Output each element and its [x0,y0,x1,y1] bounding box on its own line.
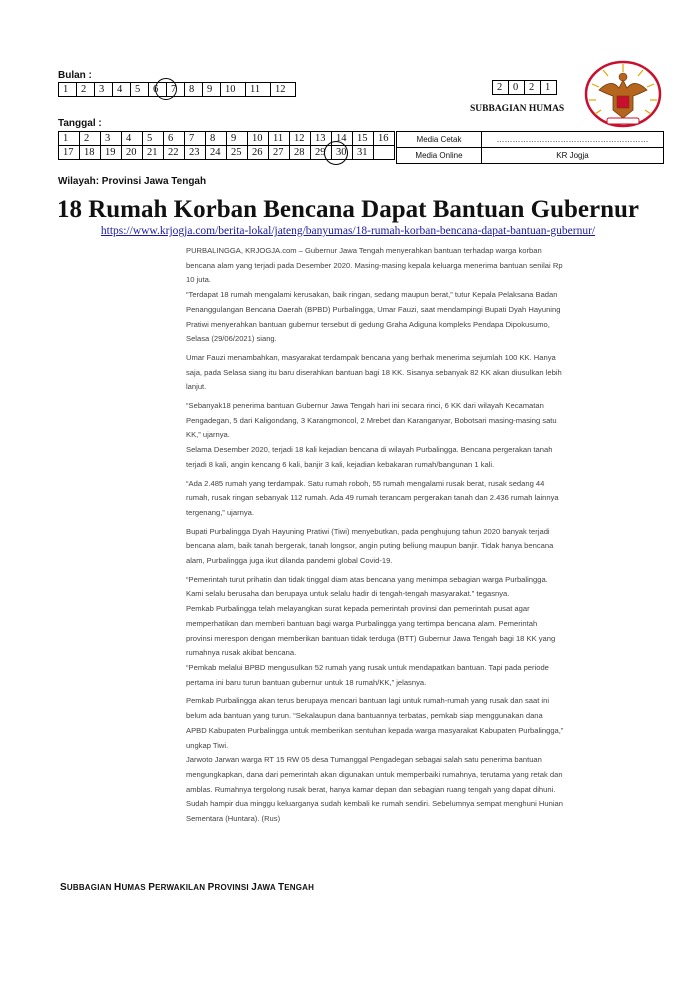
day-cell: 1 [59,132,80,146]
article-paragraph: Selama Desember 2020, terjadi 18 kali kejadian bencana di wilayah Purbalingga. Bencana pergerakan tanah terjadi 8 kali, angin kencang 6 kali, banjir 3 kali, kejadian kebakaran rumah/bangunan 1 kali. [186,445,553,469]
footer-text-part: P [148,882,156,893]
media-table [396,131,664,164]
day-cell: 3 [101,132,122,146]
media-online-label: Media Online [397,148,482,164]
article-title: 18 Rumah Korban Bencana Dapat Bantuan Gubernur [56,196,640,223]
article-paragraph: “Pemerintah turut prihatin dan tidak tinggal diam atas bencana yang menimpa sebagian warga Purbalingga. Kami selalu berusaha dan berupaya untuk selalu hadir di tengah-tengah masyarakat.” tegasnya. [186,574,548,599]
day-cell: 12 [290,132,311,146]
day-cell [374,146,395,160]
day-cell: 30 [332,146,353,160]
footer-text-part: S [60,882,67,893]
day-cell: 18 [80,146,101,160]
day-cell: 19 [101,146,122,160]
footer-text-part: T [277,882,285,893]
month-cell: 12 [271,83,296,97]
day-cell: 17 [59,146,80,160]
footer-text-part: J [251,882,257,893]
article-paragraph: “Pemkab melalui BPBD mengusulkan 52 rumah yang rusak untuk mendapatkan bantuan. Tapi pada periode pertama ini baru turun bantuan gubernur untuk 18 rumah/KK,” jelasnya. [186,662,549,687]
month-cell: 10 [221,83,246,97]
day-cell: 27 [269,146,290,160]
article-paragraph: “Ada 2.485 rumah yang terdampak. Satu rumah roboh, 55 rumah mengalami rusak berat, rusak sedang 44 rumah, rusak ringan sebanyak 112 rumah. Ada 49 rumah terancam pergerakan tanah dan 2.436 rumah lainnya tergenang,” ujarnya. [186,478,559,517]
day-cell: 5 [143,132,164,146]
day-cell: 24 [206,146,227,160]
day-cell: 23 [185,146,206,160]
footer-text-part: AWA [256,883,278,892]
footer-text-part: ERWAKILAN [155,883,208,892]
article-paragraph: PURBALINGGA, KRJOGJA.com – Gubernur Jawa Tengah menyerahkan bantuan terhadap warga korban bencana alam yang terjadi pada Desember 2020. Masing-masing kepala keluarga menerima bantuan senilai Rp 10 juta. [186,246,563,285]
year-box [492,80,557,95]
day-cell: 14 [332,132,353,146]
article-paragraph: Sudah hampir dua minggu keluarganya sudah kembali ke rumah sendiri. Sebelumnya sempat menghuni Hunian Sementara (Huntara). (Rus) [186,799,563,824]
tanggal-label: Tanggal : [58,118,102,129]
article-url[interactable]: https://www.krjogja.com/berita-lokal/jateng/banyumas/18-rumah-korban-bencana-dapat-bantuan-gubernur/ [100,225,596,237]
article-paragraph: “Terdapat 18 rumah mengalami kerusakan, baik ringan, sedang maupun berat,” tutur Kepala Pelaksana Badan Penanggulangan Bencana Daerah (BPBD) Purbalingga, Umar Fauzi, saat mendampingi Bupati Dyah Hayuning Pratiwi menyerahkan bantuan gubernur tersebut di gedung Graha Adiguna kompleks Pendapa Dipokusumo, Selasa (29/06/2021) siang. [186,290,561,344]
article-body [186,244,564,831]
month-cell: 11 [246,83,271,97]
bulan-label: Bulan : [58,70,92,81]
year-digit: 2 [525,81,541,95]
month-cell: 8 [185,83,203,97]
article-paragraph: Jarwoto Jarwan warga RT 15 RW 05 desa Tumanggal Pengadegan sebagai salah satu penerima bantuan mengungkapkan, dana dari pemerintah akan digunakan untuk memperbaiki rumahnya, terutama yang retak dan amblas. Rumahnya tergolong rusak berat, hanya kamar depan dan sebagian ruang tengah yang dapat dihuni. [186,755,563,794]
day-cell: 9 [227,132,248,146]
footer-text-part: H [114,882,122,893]
month-cell: 4 [113,83,131,97]
footer-text-part: P [207,882,215,893]
day-cell: 8 [206,132,227,146]
footer-text-part: ENGAH [284,883,315,892]
month-cell: 6 [149,83,167,97]
month-cell: 7 [167,83,185,97]
month-table [58,82,296,97]
day-cell: 22 [164,146,185,160]
month-cell: 9 [203,83,221,97]
day-cell: 4 [122,132,143,146]
footer-org [60,882,314,893]
month-cell: 1 [59,83,77,97]
footer-text-part: UBBAGIAN [66,883,115,892]
day-cell: 6 [164,132,185,146]
article-paragraph: Pemkab Purbalingga telah melayangkan surat kepada pemerintah provinsi dan pemerintah pusat agar memperhatikan dan memberi bantuan bagi warga Purbalingga yang tertimpa bencana alam. Pemerintah provinsi merespon dengan memberikan bantuan tidak terduga (BTT) Gubernur Jawa Tengah bagi 18 KK yang rumahnya rusak akibat bencana. [186,604,556,658]
day-cell: 7 [185,132,206,146]
day-cell: 31 [353,146,374,160]
year-digit: 2 [493,81,509,95]
article-paragraph: Bupati Purbalingga Dyah Hayuning Pratiwi (Tiwi) menyebutkan, pada penghujung tahun 2020 banyak terjadi bencana alam, baik tanah bergerak, tanah longsor, angin puting beliung maupun banjir. Tidak hanya bencana alam, Purbalingga juga ikut dilanda pandemi global Covid-19. [186,526,554,566]
media-cetak-label: Media Cetak [397,132,482,148]
day-cell: 26 [248,146,269,160]
month-cell: 5 [131,83,149,97]
day-cell: 20 [122,146,143,160]
day-cell: 16 [374,132,395,146]
day-cell: 28 [290,146,311,160]
month-cell: 2 [77,83,95,97]
day-cell: 29 [311,146,332,160]
year-digit: 0 [509,81,525,95]
article-paragraph: “Sebanyak18 penerima bantuan Gubernur Jawa Tengah hari ini secara rinci, 6 KK dari wilayah Kecamatan Pengadegan, 5 dari Kaligondang, 3 Karangmoncol, 2 Mrebet dan Karanganyar, Bobotsari masing-masing satu KK,” ujarnya. [186,401,557,440]
day-cell: 2 [80,132,101,146]
selected-month-circle [155,78,177,100]
day-cell: 25 [227,146,248,160]
footer-text-part: ROVINSI [214,883,252,892]
month-cell: 3 [95,83,113,97]
media-online-value: KR Jogja [482,148,664,164]
wilayah-label: Wilayah: Provinsi Jawa Tengah [58,176,207,187]
article-paragraph: Pemkab Purbalingga akan terus berupaya mencari bantuan lagi untuk rumah-rumah yang rusak dan saat ini belum ada bantuan yang turun. “Sekalaupun dana bantuannya terbatas, pemkab siap menggunakan dana APBD Kabupaten Purbalingga untuk memberikan sentuhan kepada warga masyarakat Kabupaten Purbalingga,” ungkap Tiwi. [186,696,564,750]
day-cell: 15 [353,132,374,146]
day-cell: 11 [269,132,290,146]
media-cetak-value: ………………………………………………… [482,132,664,148]
article-paragraph: Umar Fauzi menambahkan, masyarakat terdampak bencana yang berhak menerima sejumlah 100 KK. Hanya saja, pada Selasa siang itu baru diserahkan bantuan bagi 18 KK. Sisanya sebanyak 82 KK akan diusulkan lebih lanjut. [186,352,562,392]
day-cell: 13 [311,132,332,146]
day-cell: 10 [248,132,269,146]
year-digit: 1 [541,81,557,95]
selected-day-circle [324,141,348,165]
org-label: SUBBAGIAN HUMAS [470,104,565,114]
day-cell: 21 [143,146,164,160]
province-emblem [583,60,663,128]
footer-text-part: UMAS [121,883,149,892]
